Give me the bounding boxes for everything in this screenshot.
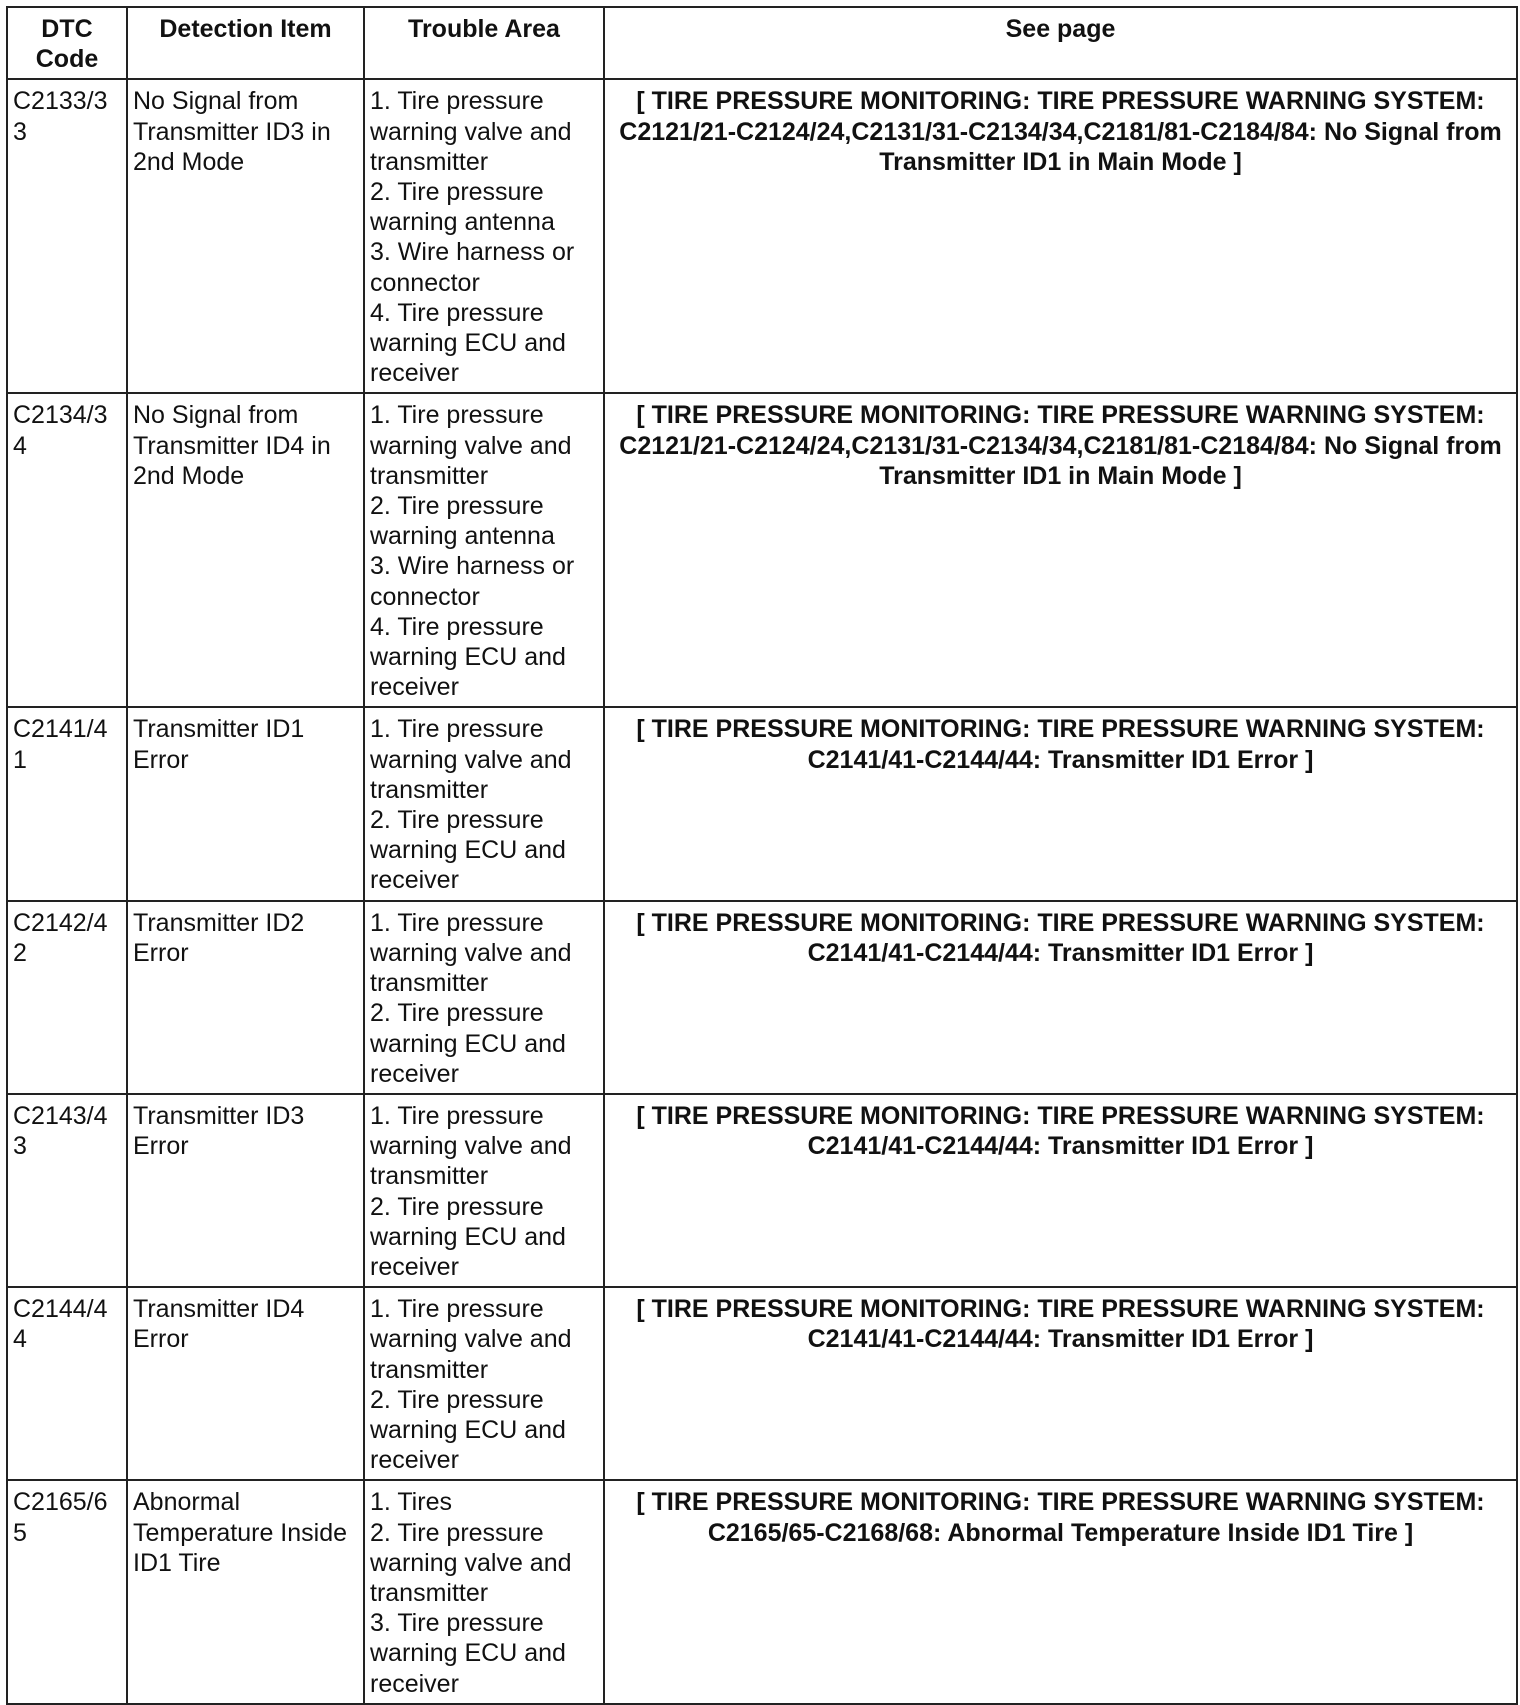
detection-item-cell: Transmitter ID4 Error [127, 1287, 364, 1480]
trouble-area-cell [364, 1287, 604, 1480]
trouble-area-item: 1. Tire pressure warning valve and transmitter [370, 401, 572, 490]
see-page-link[interactable]: [ TIRE PRESSURE MONITORING: TIRE PRESSURE WARNING SYSTEM: C2141/41-C2144/44: Transmitter ID1 Error ] [604, 1094, 1517, 1287]
trouble-area-item: 2. Tire pressure warning antenna [370, 492, 555, 551]
header-detection-item: Detection Item [127, 7, 364, 79]
dtc-code-cell: C2144/44 [7, 1287, 127, 1480]
trouble-area-item: 2. Tire pressure warning ECU and receiver [370, 806, 566, 895]
trouble-area-cell [364, 393, 604, 707]
trouble-area-cell [364, 79, 604, 393]
trouble-area-cell [364, 707, 604, 900]
trouble-area-item: 3. Wire harness or connector [370, 552, 575, 611]
header-dtc-code: DTC Code [7, 7, 127, 79]
detection-item-cell: Transmitter ID3 Error [127, 1094, 364, 1287]
header-row [7, 7, 1517, 79]
table-row [7, 707, 1517, 900]
see-page-link[interactable]: [ TIRE PRESSURE MONITORING: TIRE PRESSURE WARNING SYSTEM: C2141/41-C2144/44: Transmitter ID1 Error ] [604, 901, 1517, 1094]
detection-item-cell: Transmitter ID1 Error [127, 707, 364, 900]
dtc-code-cell: C2143/43 [7, 1094, 127, 1287]
dtc-code-cell: C2134/34 [7, 393, 127, 707]
dtc-table [6, 6, 1518, 1705]
trouble-area-item: 4. Tire pressure warning ECU and receiver [370, 612, 566, 702]
trouble-area-item: 3. Tire pressure warning ECU and receiver [370, 1609, 566, 1698]
trouble-area-cell [364, 1480, 604, 1703]
table-row [7, 1094, 1517, 1287]
table-row [7, 1480, 1517, 1703]
header-see-page: See page [604, 7, 1517, 79]
see-page-link[interactable]: [ TIRE PRESSURE MONITORING: TIRE PRESSURE WARNING SYSTEM: C2121/21-C2124/24,C2131/31-C2134/34,C2181/81-C2184/84: No Signal from Transmitter ID1 in Main Mode ] [604, 79, 1517, 393]
see-page-link[interactable]: [ TIRE PRESSURE MONITORING: TIRE PRESSURE WARNING SYSTEM: C2141/41-C2144/44: Transmitter ID1 Error ] [604, 707, 1517, 900]
see-page-link[interactable]: [ TIRE PRESSURE MONITORING: TIRE PRESSURE WARNING SYSTEM: C2165/65-C2168/68: Abnormal Temperature Inside ID1 Tire ] [604, 1480, 1517, 1703]
trouble-area-cell [364, 901, 604, 1094]
trouble-area-item: 4. Tire pressure warning ECU and receiver [370, 298, 566, 388]
detection-item-cell: No Signal from Transmitter ID4 in 2nd Mode [127, 393, 364, 707]
detection-item-cell: No Signal from Transmitter ID3 in 2nd Mode [127, 79, 364, 393]
dtc-code-cell: C2133/33 [7, 79, 127, 393]
trouble-area-item: 3. Wire harness or connector [370, 238, 575, 297]
trouble-area-item: 2. Tire pressure warning ECU and receiver [370, 1192, 566, 1281]
trouble-area-item: 1. Tire pressure warning valve and transmitter [370, 715, 572, 804]
trouble-area-item: 1. Tire pressure warning valve and transmitter [370, 87, 572, 176]
dtc-code-cell: C2142/42 [7, 901, 127, 1094]
trouble-area-item: 2. Tire pressure warning ECU and receiver [370, 1385, 566, 1475]
trouble-area-item: 2. Tire pressure warning antenna [370, 178, 555, 237]
trouble-area-item: 1. Tire pressure warning valve and transmitter [370, 1295, 572, 1384]
table-row [7, 1287, 1517, 1480]
header-trouble-area: Trouble Area [364, 7, 604, 79]
trouble-area-item: 2. Tire pressure warning valve and transmitter [370, 1518, 572, 1607]
dtc-code-cell: C2141/41 [7, 707, 127, 900]
trouble-area-item: 1. Tire pressure warning valve and transmitter [370, 908, 572, 998]
detection-item-cell: Abnormal Temperature Inside ID1 Tire [127, 1480, 364, 1703]
trouble-area-item: 2. Tire pressure warning ECU and receiver [370, 999, 566, 1088]
trouble-area-item: 1. Tires [370, 1488, 452, 1517]
detection-item-cell: Transmitter ID2 Error [127, 901, 364, 1094]
table-row [7, 393, 1517, 707]
trouble-area-cell [364, 1094, 604, 1287]
see-page-link[interactable]: [ TIRE PRESSURE MONITORING: TIRE PRESSURE WARNING SYSTEM: C2121/21-C2124/24,C2131/31-C2134/34,C2181/81-C2184/84: No Signal from Transmitter ID1 in Main Mode ] [604, 393, 1517, 707]
dtc-code-cell: C2165/65 [7, 1480, 127, 1703]
table-row [7, 901, 1517, 1094]
see-page-link[interactable]: [ TIRE PRESSURE MONITORING: TIRE PRESSURE WARNING SYSTEM: C2141/41-C2144/44: Transmitter ID1 Error ] [604, 1287, 1517, 1480]
table-row [7, 79, 1517, 393]
trouble-area-item: 1. Tire pressure warning valve and transmitter [370, 1101, 572, 1191]
